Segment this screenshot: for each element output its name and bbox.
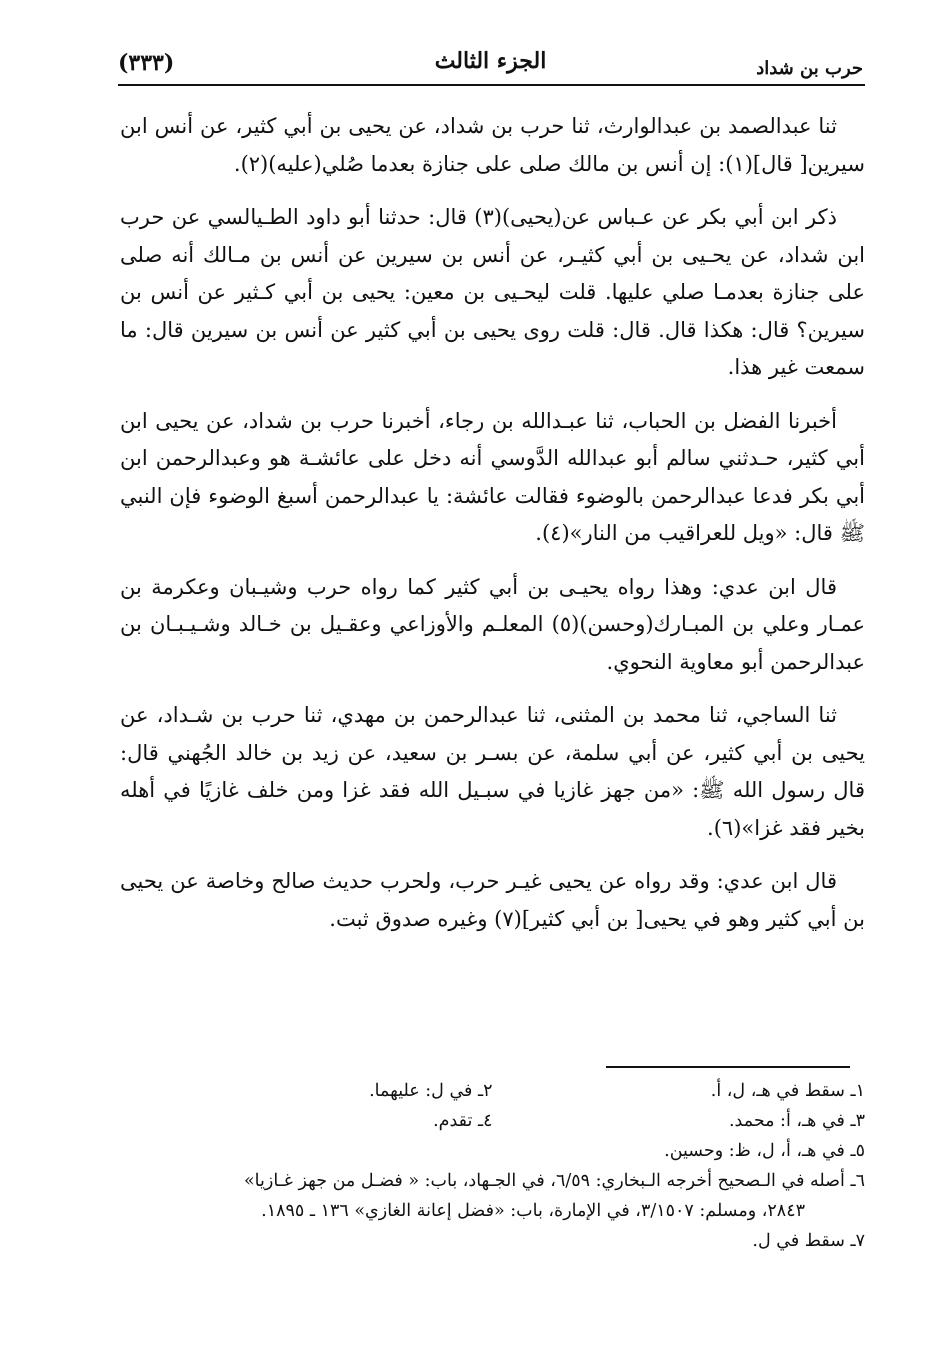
footnote-row	[120, 1076, 865, 1106]
footnote-2: ٢ـ في ل: عليهما.	[369, 1081, 493, 1101]
paragraph: ذكر ابن أبي بكر عن عـباس عن(يحيى)(٣) قال: حدثنا أبو داود الطـيالسي عن حرب ابن شداد، عن يحـيى بن أبي كثيـر، عن أنس بن سيرين عن أنس بن مـالك أنه صلى على جنازة بعدمـا صلي عليها. قلت ليحـيى بن معين: يحيى بن أبي كـثير عن أنس بن سيرين؟ قال: هكذا قال. قال: قلت روى يحيى بن أبي كثير عن أنس بن سيرين قال: ما سمعت غير هذا.	[120, 205, 865, 379]
page-header	[118, 44, 863, 84]
paragraph: قال ابن عدي: وقد رواه عن يحيى غيـر حرب، ولحرب حديث صالح وخاصة عن يحيى بن أبي كثير وهو في يحيى[ بن أبي كثير](٧) وغيره صدوق ثبت.	[120, 869, 865, 931]
paragraph: أخبرنا الفضل بن الحباب، ثنا عبـدالله بن رجاء، أخبرنا حرب بن شداد، عن يحيى ابن أبي كثير، حـدثني سالم أبو عبدالله الدَّوسي أنه دخل على عائشـة هو وعبدالرحمن ابن أبي بكر فدعا عبدالرحمن بالوضوء فقالت عائشة: يا عبدالرحمن أسبغ الوضوء فإن النبي ﷺ قال: «ويل للعراقيب من النار»(٤).	[120, 408, 865, 545]
entry-name: حرب بن شداد	[756, 58, 863, 79]
page-number: (٣٣٣)	[118, 50, 175, 76]
footnote-divider	[606, 1066, 850, 1068]
footnote-4: ٤ـ تقدم.	[433, 1111, 493, 1131]
footnote-3: ٣ـ في هـ، أ: محمد.	[728, 1111, 865, 1131]
volume-title: الجزء الثالث	[434, 48, 547, 74]
footnotes	[120, 1076, 865, 1256]
footnote-7: ٧ـ سقط في ل.	[752, 1231, 865, 1251]
paragraph: ثنا الساجي، ثنا محمد بن المثنى، ثنا عبدالرحمن بن مهدي، ثنا حرب بن شـداد، عن يحيى بن أبي كثير، عن أبي سلمة، عن بسـر بن سعيد، عن زيد بن خالد الجُهني قال: قال رسول الله ﷺ: «من جهز غازيا في سبـيل الله فقد غزا ومن خلف غازيًا في أهله بخير فقد غزا»(٦).	[120, 703, 865, 840]
header-divider	[118, 84, 865, 86]
footnote-row	[120, 1106, 865, 1136]
footnote-1: ١ـ سقط في هـ، ل، أ.	[710, 1081, 865, 1101]
main-text	[120, 108, 865, 954]
paragraph: قال ابن عدي: وهذا رواه يحيـى بن أبي كثير كما رواه حرب وشيـبان وعكرمة بن عمـار وعلي بن المبـارك(وحسن)(٥) المعلـم والأوزاعي وعقـيل بن خـالد وشـيـبـان بن عبدالرحمن أبو معاوية النحوي.	[120, 574, 865, 674]
paragraph: ثنا عبدالصمد بن عبدالوارث، ثنا حرب بن شداد، عن يحيى بن أبي كثير، عن أنس ابن سيرين[ قال](١): إن أنس بن مالك صلى على جنازة بعدما صُلي(عليه)(٢).	[120, 114, 865, 176]
footnote-6: ٦ـ أصله في الـصحيح أخرجه الـبخاري: ٦/٥٩، في الجـهاد، باب: « فضـل من جهز غـازيا»	[243, 1171, 865, 1191]
footnote-6-continued: ٢٨٤٣، ومسلم: ٣/١٥٠٧، في الإمارة، باب: «فضل إعانة الغازي» ١٣٦ ـ ١٨٩٥.	[261, 1201, 805, 1221]
footnote-5: ٥ـ في هـ، أ، ل، ظ: وحسين.	[664, 1141, 865, 1161]
